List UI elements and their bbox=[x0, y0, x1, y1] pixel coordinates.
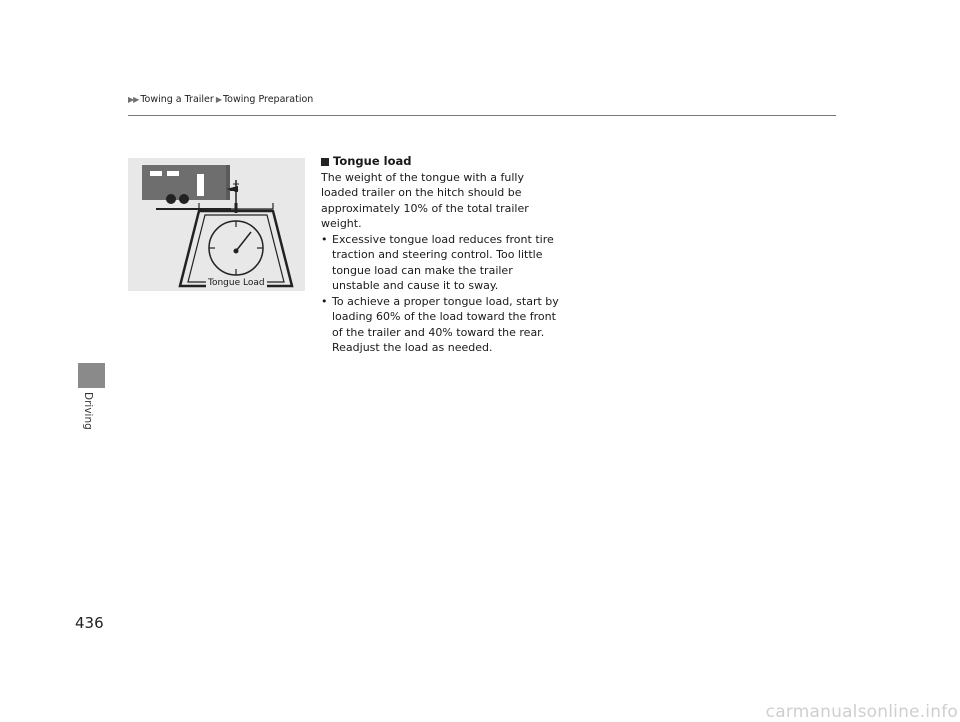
section-intro: The weight of the tongue with a fully loaded trailer on the hitch should be approximately 10% of the total trailer weight. bbox=[321, 170, 529, 230]
page-number: 436 bbox=[75, 614, 104, 632]
breadcrumb-item-towing-preparation[interactable]: Towing Preparation bbox=[222, 94, 314, 105]
double-chevron-icon: ▶▶ bbox=[128, 95, 139, 104]
tongue-load-illustration bbox=[128, 158, 305, 291]
trailer-door bbox=[197, 174, 204, 196]
bullet-dot-icon: • bbox=[321, 232, 328, 246]
breadcrumb bbox=[128, 94, 313, 105]
header-divider bbox=[128, 115, 836, 116]
square-bullet-icon bbox=[321, 158, 329, 166]
breadcrumb-item-towing-a-trailer[interactable]: Towing a Trailer bbox=[140, 94, 214, 105]
chevron-right-icon: ▶ bbox=[215, 95, 221, 104]
bullet-dot-icon: • bbox=[321, 294, 328, 308]
trailer-scale-diagram bbox=[128, 158, 305, 291]
section-tab-marker bbox=[78, 363, 105, 388]
watermark: carmanualsonline.info bbox=[765, 702, 958, 722]
section-tab-label: Driving bbox=[82, 392, 94, 430]
trailer-wheel bbox=[166, 194, 176, 204]
list-item: • To achieve a proper tongue load, start by loading 60% of the load toward the front of the trailer and 40% toward the rear. Readjust the load as needed. bbox=[321, 294, 559, 354]
scale-needle bbox=[236, 232, 251, 251]
figure-caption: Tongue Load bbox=[208, 278, 265, 288]
section-heading bbox=[321, 154, 561, 170]
trailer-window bbox=[167, 171, 179, 176]
trailer-window bbox=[150, 171, 162, 176]
trailer-wheel bbox=[179, 194, 189, 204]
tongue-load-section bbox=[321, 154, 561, 356]
bullet-list bbox=[321, 232, 561, 356]
list-item: • Excessive tongue load reduces front tire traction and steering control. Too little tongue load can make the trailer unstable and cause it to sway. bbox=[321, 232, 554, 292]
section-heading-text: Tongue load bbox=[333, 154, 412, 168]
scale-dial bbox=[209, 221, 263, 275]
